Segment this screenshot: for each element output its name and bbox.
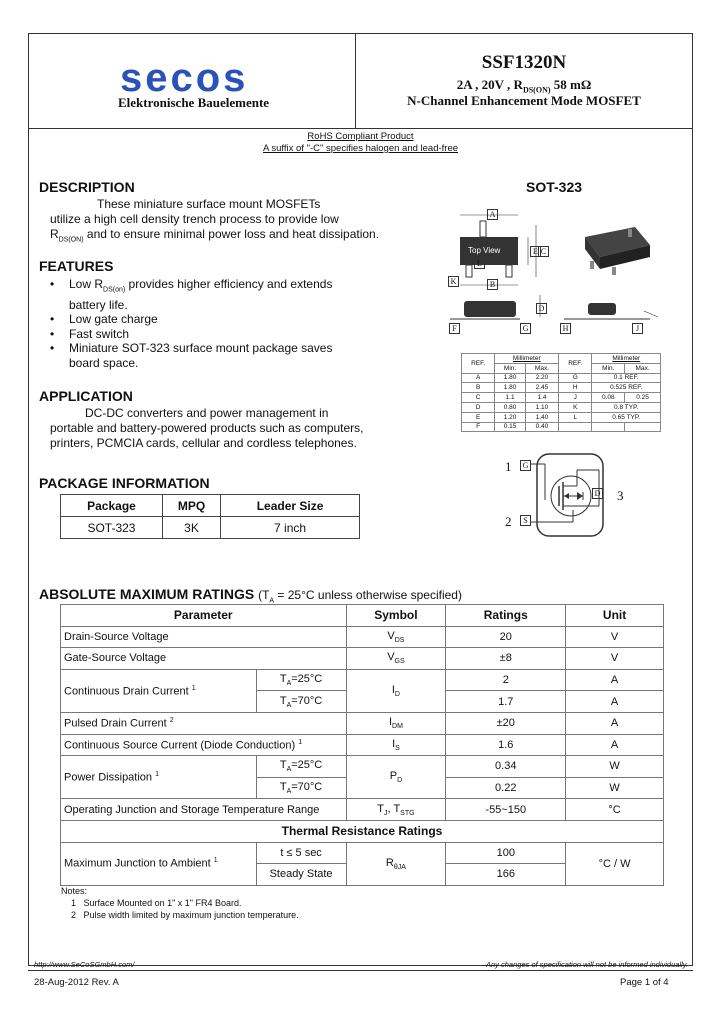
- pin-label-gate: G: [520, 460, 531, 471]
- dim-label: A: [487, 209, 498, 220]
- dim-label: C: [538, 246, 549, 257]
- dim-label: J: [632, 323, 643, 334]
- list-item: board space.: [69, 355, 139, 370]
- package-drawing-title: SOT-323: [526, 179, 583, 195]
- table-row: $T_A=70^\circ C$ 0.22 W: [61, 777, 664, 799]
- table-row: Drain-Source Voltage $V_{DS}$ 20 V: [61, 626, 664, 648]
- thermal-subheader: Thermal Resistance Ratings: [61, 820, 664, 842]
- description-title: DESCRIPTION: [39, 179, 135, 195]
- note-item: 2 Pulse width limited by maximum junction temperature.: [71, 910, 299, 920]
- table-row: C 1.1 1.4 J 0.08 0.25: [462, 393, 661, 403]
- list-item: • Low $R_{DS(on)}$ provides higher efficiency and extends: [50, 277, 332, 298]
- part-spec: 2A , 20V , $R_{DS(ON)}$ 58 mΩ: [456, 77, 592, 95]
- table-row: B 1.80 2.45 H 0.525 REF.: [462, 383, 661, 393]
- table-row: Pulsed Drain Current $^2$ $I_{DM}$ ±20 A: [61, 712, 664, 734]
- device-type: N-Channel Enhancement Mode MOSFET: [407, 93, 641, 108]
- table-header: Package: [61, 495, 163, 517]
- table-header: Unit: [566, 605, 664, 627]
- description-text: utilize a high cell density trench process to provide low: [50, 212, 339, 226]
- table-row: Steady State 166: [61, 864, 664, 886]
- top-view-label: Top View: [468, 246, 501, 255]
- features-title: FEATURES: [39, 258, 114, 274]
- rohs-line: RoHS Compliant Product: [307, 131, 414, 142]
- table-header: Symbol: [346, 605, 446, 627]
- revision-date: 28-Aug-2012 Rev. A: [34, 977, 119, 988]
- change-notice: Any changes of specification will not be informed individually.: [486, 960, 689, 969]
- table-row: A 1.80 2.20 G 0.1 REF.: [462, 373, 661, 383]
- ratings-title: ABSOLUTE MAXIMUM RATINGS ($T_A = 25^\circ C$ unless otherwise specified): [39, 586, 462, 605]
- table-header: Ratings: [446, 605, 566, 627]
- dim-label: F: [449, 323, 460, 334]
- part-number: SSF1320N: [481, 52, 567, 73]
- dimension-table: REF. Millimeter REF. Millimeter Min. Max. Min. Max. A 1.80 2.20 G 0.1 REF. B 1.80 2.45 H 0.525 REF. C 1.1 1.4 J 0.08 0.25 D 0.80 1.10 K 0.8 TYP. E 1.20 1.40 L 0.65 TYP. F 0.15 0.40: [461, 353, 661, 432]
- header-divider: [28, 128, 693, 129]
- application-text: DC-DC converters and power management in: [85, 406, 329, 420]
- page-number: Page 1 of 4: [620, 977, 669, 988]
- pin-label-drain: D: [592, 488, 603, 499]
- list-item: • Fast switch: [50, 327, 332, 342]
- list-item: battery life.: [69, 297, 128, 312]
- rohs-line: A suffix of "-C" specifies halogen and lead-free: [262, 143, 459, 154]
- table-row: Maximum Junction to Ambient $^1$ t ≤ 5 sec $R_{\theta JA}$ 100 °C / W: [61, 842, 664, 864]
- dim-label: H: [560, 323, 571, 334]
- dim-label: L: [474, 258, 485, 269]
- dim-label: G: [520, 323, 531, 334]
- list-item: • Low gate charge: [50, 312, 332, 327]
- table-header: Parameter: [61, 605, 347, 627]
- pin-number: 1: [505, 459, 512, 474]
- table-row: Power Dissipation $^1$ $T_A=25^\circ C$ $P_D$ 0.34 W: [61, 756, 664, 778]
- pin-number: 2: [505, 514, 512, 529]
- package-info-title: PACKAGE INFORMATION: [39, 475, 210, 491]
- company-url[interactable]: http://www.SeCoSGmbH.com/: [34, 960, 135, 969]
- table-row: E 1.20 1.40 L 0.65 TYP.: [462, 412, 661, 422]
- table-row: Gate-Source Voltage $V_{GS}$ ±8 V: [61, 648, 664, 670]
- table-row: Continuous Source Current (Diode Conduction) $^1$ $I_S$ 1.6 A: [61, 734, 664, 756]
- package-table: [60, 494, 360, 539]
- list-item: • Miniature SOT-323 surface mount package saves: [50, 341, 332, 356]
- table-row: D 0.80 1.10 K 0.8 TYP.: [462, 402, 661, 412]
- table-row: $T_A=70^\circ C$ 1.7 A: [61, 691, 664, 713]
- company-logo: secos: [120, 56, 249, 100]
- table-row: Operating Junction and Storage Temperature Range $T_J$, $T_{STG}$ -55~150 °C: [61, 799, 664, 821]
- footer-divider: [28, 970, 693, 971]
- table-row: F 0.15 0.40: [462, 422, 661, 432]
- notes-title: Notes:: [61, 886, 88, 896]
- application-text: portable and battery-powered products such as computers,: [50, 421, 364, 435]
- dim-label: B: [487, 279, 498, 290]
- table-row: SOT-323 3K 7 inch: [61, 517, 360, 539]
- ratings-table: [60, 604, 664, 886]
- application-text: printers, PCMCIA cards, cellular and cordless telephones.: [50, 436, 357, 450]
- features-list: [50, 277, 332, 370]
- application-title: APPLICATION: [39, 388, 133, 404]
- dim-label: K: [448, 276, 459, 287]
- description-text: $R_{DS(ON)}$ and to ensure minimal power loss and heat dissipation.: [50, 227, 380, 244]
- table-header: Leader Size: [221, 495, 360, 517]
- table-header: MPQ: [162, 495, 220, 517]
- dim-label: D: [536, 303, 547, 314]
- note-item: 1 Surface Mounted on 1" x 1" FR4 Board.: [71, 898, 242, 908]
- pin-number: 3: [617, 488, 624, 503]
- dim-label: E: [530, 246, 541, 257]
- table-row: Continuous Drain Current $^1$ $T_A=25^\circ C$ $I_D$ 2 A: [61, 669, 664, 691]
- pin-label-source: S: [520, 515, 531, 526]
- company-name: Elektronische Bauelemente: [118, 95, 270, 110]
- description-text: These miniature surface mount MOSFETs: [97, 197, 321, 211]
